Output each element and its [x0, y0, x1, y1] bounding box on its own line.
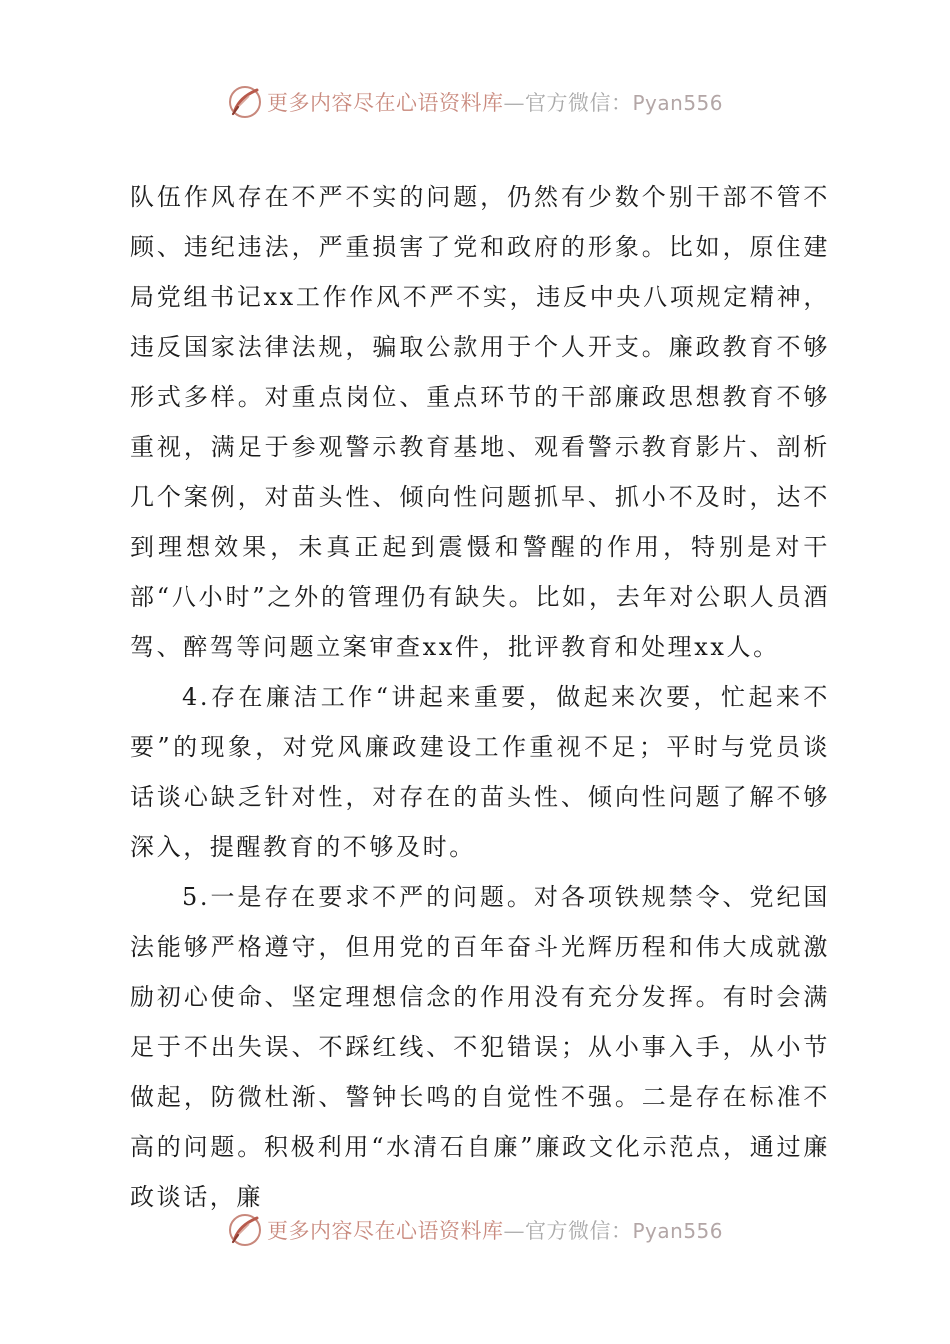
watermark-text [267, 1215, 723, 1245]
paragraph-1: 队伍作风存在不严不实的问题，仍然有少数个别干部不管不顾、违纪违法，严重损害了党和政府的形象。比如，原住建局党组书记xx工作作风不严不实，违反中央八项规定精神，违反国家法律法规，骗取公款用于个人开支。廉政教育不够形式多样。对重点岗位、重点环节的干部廉政思想教育不够重视，满足于参观警示教育基地、观看警示教育影片、剖析几个案例，对苗头性、倾向性问题抓早、抓小不及时，达不到理想效果，未真正起到震慑和警醒的作用，特别是对干部“八小时”之外的管理仍有缺失。比如，去年对公职人员酒驾、醉驾等问题立案审查xx件，批评教育和处理xx人。 [130, 183, 830, 661]
pen-logo-icon [227, 84, 263, 120]
header-watermark [0, 80, 950, 124]
watermark-main: 更多内容尽在心语资料库 [266, 91, 504, 115]
watermark-wechat-id: Pyan556 [632, 1219, 723, 1243]
footer-watermark [0, 1208, 950, 1252]
pen-logo-icon [227, 1212, 263, 1248]
watermark-wechat-id: Pyan556 [632, 91, 723, 115]
watermark-text [267, 87, 723, 117]
watermark-separator: — [503, 1219, 525, 1243]
paragraph-2: 4.存在廉洁工作“讲起来重要，做起来次要，忙起来不要”的现象，对党风廉政建设工作重视不足；平时与党员谈话谈心缺乏针对性，对存在的苗头性、倾向性问题了解不够深入，提醒教育的不够及时。 [130, 683, 830, 861]
watermark-sub: 官方微信： [524, 91, 633, 115]
watermark-sub: 官方微信： [524, 1219, 633, 1243]
document-body [130, 172, 830, 1222]
watermark-separator: — [503, 91, 525, 115]
paragraph-3: 5.一是存在要求不严的问题。对各项铁规禁令、党纪国法能够严格遵守，但用党的百年奋斗光辉历程和伟大成就激励初心使命、坚定理想信念的作用没有充分发挥。有时会满足于不出失误、不踩红线、不犯错误；从小事入手，从小节做起，防微杜渐、警钟长鸣的自觉性不强。二是存在标准不高的问题。积极利用“水清石自廉”廉政文化示范点，通过廉政谈话，廉 [130, 883, 830, 1211]
watermark-main: 更多内容尽在心语资料库 [266, 1219, 504, 1243]
